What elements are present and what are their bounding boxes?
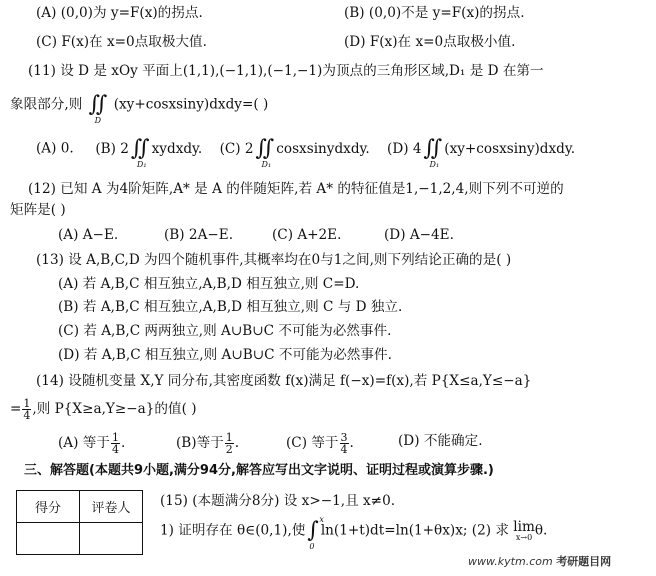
q11-integrand: (xy+cosxsiny)dxdy=( ): [113, 96, 269, 113]
q11-stem-line1: (11) 设 D 是 xOy 平面上(1,1),(−1,1),(−1,−1)为顶点的三角形区域,D₁ 是 D 在第一: [28, 63, 544, 79]
q10-option-d: (D) F(x)在 x=0点取极小值.: [344, 34, 516, 50]
watermark: [468, 553, 611, 569]
q14-option-a: (A) 等于 $\frac{1}{4}$ .: [58, 431, 126, 456]
q14-stem-line2: = $\frac{1}{4}$ ,则 P{X≥a,Y≥−a}的值( ): [10, 397, 197, 422]
q14-option-b: (B)等于 $\frac{1}{2}$ .: [176, 431, 240, 456]
q15-stem-line1: (15) (本题满分8分) 设 x>−1,且 x≠0.: [160, 493, 396, 509]
double-integral-symbol: ∬ D₁: [423, 136, 443, 169]
watermark-site: 考研题目网: [556, 555, 612, 568]
integral-symbol: ∫ x 0: [307, 515, 324, 551]
q12-stem-line1: (12) 已知 A 为4阶矩阵,A* 是 A 的伴随矩阵,若 A* 的特征值是1,−1,2,4,则下列不可逆的: [28, 181, 564, 197]
q12-stem-line2: 矩阵是( ): [10, 202, 66, 218]
section-heading: 三、解答题(本题共9小题,满分94分,解答应写出文字说明、证明过程或演算步骤.): [24, 463, 494, 478]
q13-stem: (13) 设 A,B,C,D 为四个随机事件,其概率均在0与1之间,则下列结论正确的是( ): [36, 252, 512, 268]
q13-option-c: (C) 若 A,B,C 两两独立,则 A∪B∪C 不可能为必然事件.: [58, 323, 392, 339]
q11-option-d: (D) 4∬ D₁ (xy+cosxsiny)dxdy.: [387, 136, 576, 169]
q10-option-b: (B) (0,0)不是 y=F(x)的拐点.: [344, 5, 525, 21]
double-integral-symbol: ∬ D: [88, 92, 108, 125]
integral-region-d: D: [94, 116, 102, 125]
q11-option-c: (C) 2∬ D₁ cosxsinydxdy.: [219, 136, 370, 169]
q15-stem-line2: 1) 证明存在 θ∈(0,1),使∫ x 0 ln(1+t)dt=ln(1+θx)x; (2) 求 lim x→0 θ.: [160, 515, 548, 551]
grader-header: 评卷人: [80, 491, 143, 523]
q14-stem-line1: (14) 设随机变量 X,Y 同分布,其密度函数 f(x)满足 f(−x)=f(x),若 P{X≤a,Y≤−a}: [36, 373, 532, 389]
q11-option-b: (B) 2∬ D₁ xydxdy.: [95, 136, 203, 169]
q14-option-c: (C) 等于 $\frac{3}{4}$ .: [286, 431, 354, 456]
q12-option-a: (A) A−E.: [58, 227, 119, 243]
double-integral-symbol: ∬ D₁: [130, 136, 150, 169]
q11-stem-line2: [10, 92, 269, 125]
q10-option-a: (A) (0,0)为 y=F(x)的拐点.: [36, 5, 203, 21]
q11-option-a: (A) 0.: [36, 140, 74, 157]
limit-operator: lim x→0: [513, 519, 535, 542]
q13-option-b: (B) 若 A,B,C 相互独立,A,B,D 相互独立,则 C 与 D 独立.: [58, 299, 403, 315]
q13-option-d: (D) 若 A,B,C 相互独立,则 A∪B∪C 不可能为必然事件.: [58, 347, 392, 363]
watermark-url: www.kytm.com: [468, 555, 553, 568]
q13-option-a: (A) 若 A,B,C 相互独立,A,B,D 相互独立,则 C=D.: [58, 276, 360, 292]
q10-option-c: (C) F(x)在 x=0点取极大值.: [36, 34, 207, 50]
score-header: 得分: [17, 491, 80, 523]
grader-cell: [80, 523, 143, 555]
q11-options: [36, 136, 576, 169]
q12-option-b: (B) 2A−E.: [164, 227, 234, 243]
double-integral-symbol: ∬ D₁: [255, 136, 275, 169]
score-cell: [17, 523, 80, 555]
score-table: [16, 490, 143, 555]
q14-option-d: (D) 不能确定.: [398, 433, 483, 449]
q12-option-d: (D) A−4E.: [384, 227, 454, 243]
fraction-one-quarter: $\frac{1}{4}$: [23, 397, 31, 422]
q12-option-c: (C) A+2E.: [272, 227, 342, 243]
q11-line2-prefix: 象限部分,则: [10, 96, 83, 113]
